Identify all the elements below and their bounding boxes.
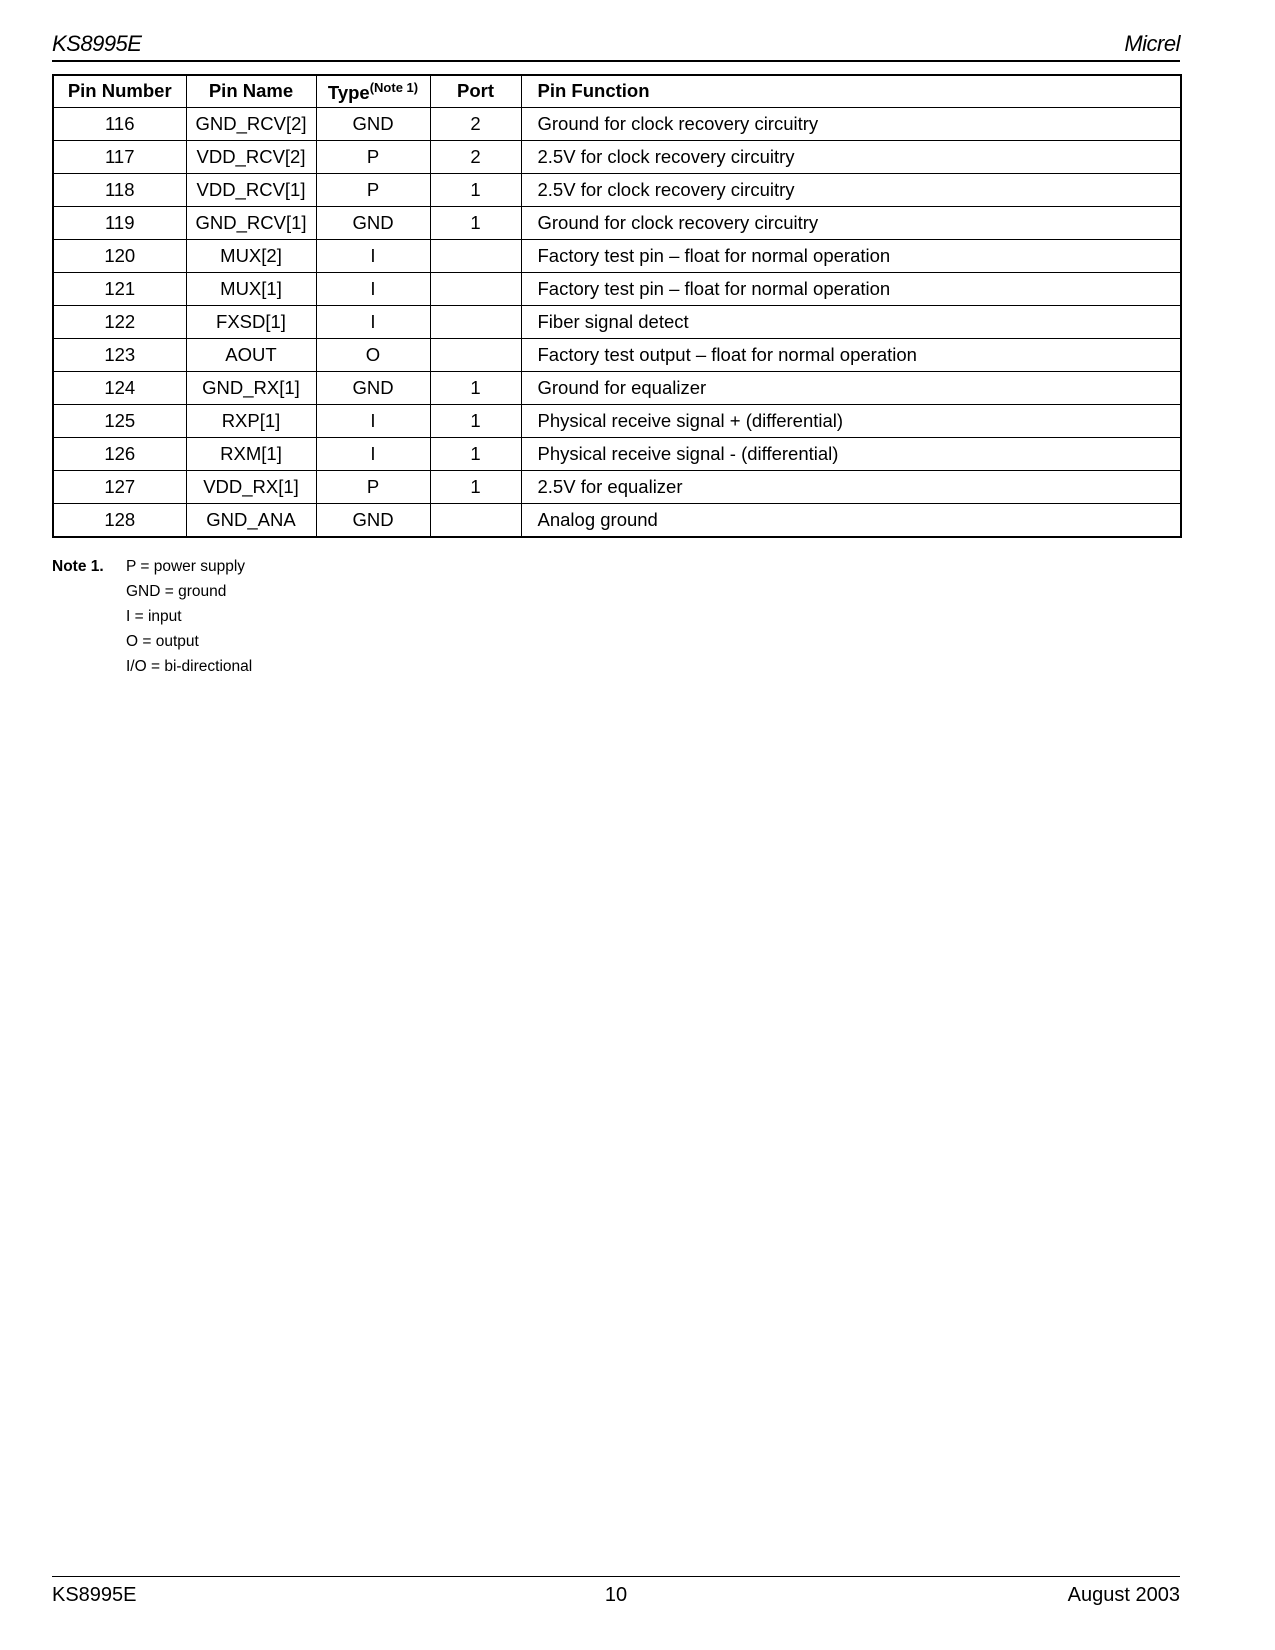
note-line: I = input <box>126 608 182 625</box>
port-cell <box>430 504 521 538</box>
pin-number-cell: 118 <box>53 174 186 207</box>
table-body <box>53 108 1181 538</box>
pin-function-cell: Physical receive signal - (differential) <box>521 438 1181 471</box>
pin-name-cell: FXSD[1] <box>186 306 316 339</box>
pin-name-cell: VDD_RCV[1] <box>186 174 316 207</box>
pin-name-cell: RXP[1] <box>186 405 316 438</box>
pin-name-cell: RXM[1] <box>186 438 316 471</box>
pin-function-cell: 2.5V for clock recovery circuitry <box>521 141 1181 174</box>
pin-number-cell: 119 <box>53 207 186 240</box>
type-cell: I <box>316 240 430 273</box>
type-note-ref: (Note 1) <box>369 79 419 95</box>
port-cell: 2 <box>430 108 521 141</box>
pin-function-cell: Analog ground <box>521 504 1181 538</box>
port-cell: 2 <box>430 141 521 174</box>
port-cell: 1 <box>430 438 521 471</box>
note-label: Note 1. <box>52 558 104 575</box>
pin-function-cell: Ground for clock recovery circuitry <box>521 207 1181 240</box>
port-cell <box>430 240 521 273</box>
pin-number-cell: 124 <box>53 372 186 405</box>
col-header-pin-function: Pin Function <box>521 75 1181 108</box>
pin-function-cell: Fiber signal detect <box>521 306 1181 339</box>
pin-function-cell: Factory test output – float for normal operation <box>521 339 1181 372</box>
type-cell: P <box>316 141 430 174</box>
pin-function-cell: Physical receive signal + (differential) <box>521 405 1181 438</box>
type-cell: GND <box>316 504 430 538</box>
pin-name-cell: VDD_RCV[2] <box>186 141 316 174</box>
table-row <box>53 405 1181 438</box>
type-cell: I <box>316 438 430 471</box>
pin-number-cell: 125 <box>53 405 186 438</box>
type-cell: I <box>316 273 430 306</box>
port-cell: 1 <box>430 174 521 207</box>
footer-part-number: KS8995E <box>52 1584 137 1606</box>
footer-page-number: 10 <box>604 1584 628 1606</box>
pin-number-cell: 117 <box>53 141 186 174</box>
table-row <box>53 240 1181 273</box>
type-cell: P <box>316 174 430 207</box>
pin-function-cell: Ground for equalizer <box>521 372 1181 405</box>
footer-date: August 2003 <box>1067 1584 1180 1606</box>
pin-number-cell: 122 <box>53 306 186 339</box>
table-header-row <box>53 75 1181 108</box>
page-header <box>52 30 1180 62</box>
pin-number-cell: 121 <box>53 273 186 306</box>
note-line: O = output <box>126 633 199 650</box>
type-cell: O <box>316 339 430 372</box>
port-cell: 1 <box>430 471 521 504</box>
table-row <box>53 141 1181 174</box>
pin-name-cell: VDD_RX[1] <box>186 471 316 504</box>
pin-name-cell: GND_RCV[1] <box>186 207 316 240</box>
table-row <box>53 471 1181 504</box>
col-header-type-label: Type <box>327 81 370 103</box>
table-row <box>53 108 1181 141</box>
port-cell: 1 <box>430 405 521 438</box>
pin-function-cell: Ground for clock recovery circuitry <box>521 108 1181 141</box>
port-cell <box>430 306 521 339</box>
pin-number-cell: 126 <box>53 438 186 471</box>
note-line: GND = ground <box>126 583 227 600</box>
pin-number-cell: 127 <box>53 471 186 504</box>
pin-function-cell: 2.5V for clock recovery circuitry <box>521 174 1181 207</box>
pin-number-cell: 116 <box>53 108 186 141</box>
table-row <box>53 504 1181 538</box>
pin-name-cell: GND_RX[1] <box>186 372 316 405</box>
port-cell <box>430 339 521 372</box>
table-row <box>53 174 1181 207</box>
page-footer <box>52 1576 1180 1617</box>
col-header-type <box>316 75 430 108</box>
col-header-port: Port <box>430 75 521 108</box>
pin-function-cell: 2.5V for equalizer <box>521 471 1181 504</box>
pin-description-table <box>52 74 1182 538</box>
header-company: Micrel <box>1124 31 1180 56</box>
type-cell: I <box>316 405 430 438</box>
port-cell <box>430 273 521 306</box>
col-header-pin-name: Pin Name <box>186 75 316 108</box>
table-row <box>53 207 1181 240</box>
table-row <box>53 339 1181 372</box>
pin-name-cell: AOUT <box>186 339 316 372</box>
type-cell: GND <box>316 372 430 405</box>
port-cell: 1 <box>430 372 521 405</box>
table-row <box>53 438 1181 471</box>
pin-function-cell: Factory test pin – float for normal operation <box>521 240 1181 273</box>
note-line: P = power supply <box>126 558 246 575</box>
note-line: I/O = bi-directional <box>126 658 253 675</box>
table-row <box>53 372 1181 405</box>
pin-name-cell: GND_ANA <box>186 504 316 538</box>
pin-name-cell: MUX[1] <box>186 273 316 306</box>
pin-number-cell: 123 <box>53 339 186 372</box>
type-cell: GND <box>316 108 430 141</box>
port-cell: 1 <box>430 207 521 240</box>
pin-name-cell: MUX[2] <box>186 240 316 273</box>
pin-name-cell: GND_RCV[2] <box>186 108 316 141</box>
note-lines <box>126 558 526 683</box>
pin-number-cell: 128 <box>53 504 186 538</box>
header-part-number: KS8995E <box>52 31 142 56</box>
type-cell: P <box>316 471 430 504</box>
pin-number-cell: 120 <box>53 240 186 273</box>
type-cell: GND <box>316 207 430 240</box>
col-header-pin-number: Pin Number <box>53 75 186 108</box>
table-row <box>53 273 1181 306</box>
type-cell: I <box>316 306 430 339</box>
pin-function-cell: Factory test pin – float for normal operation <box>521 273 1181 306</box>
table-row <box>53 306 1181 339</box>
